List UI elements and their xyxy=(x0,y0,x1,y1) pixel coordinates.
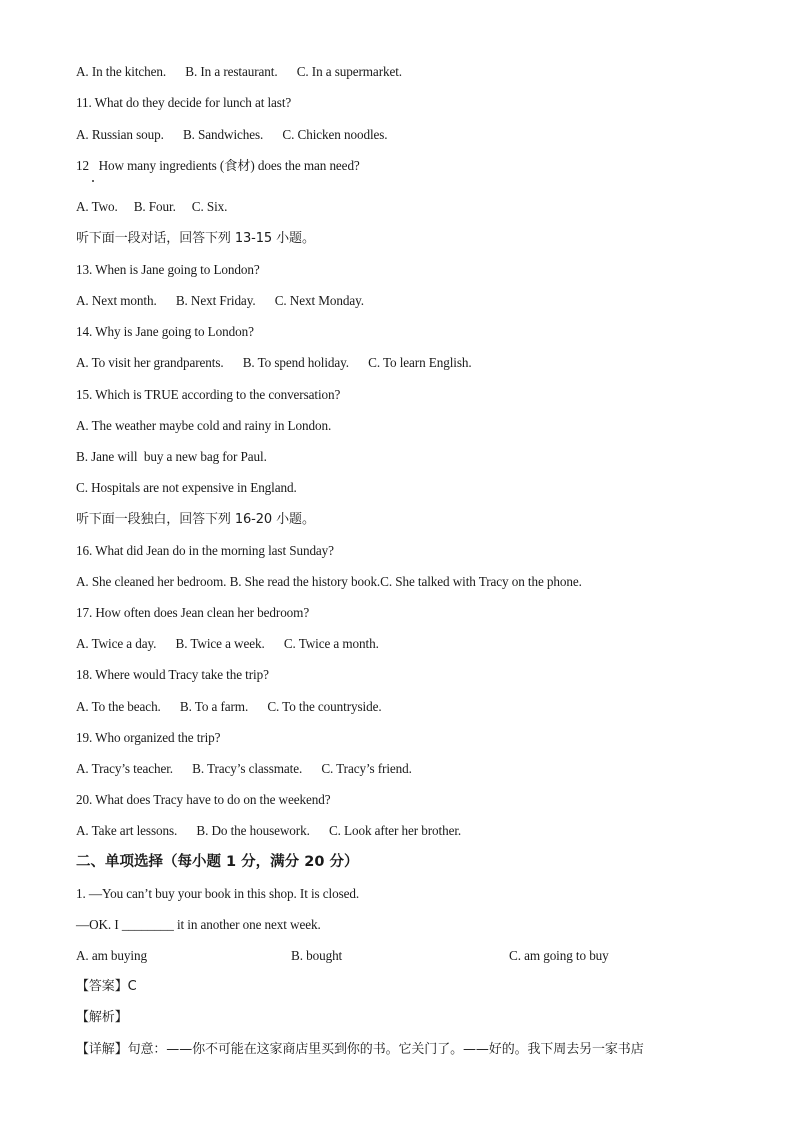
question-15: 15. Which is TRUE according to the conversation? xyxy=(76,387,341,402)
section-2-heading: 二、单项选择（每小题 1 分，满分 20 分） xyxy=(76,854,359,870)
question-20: 20. What does Tracy have to do on the weekend? xyxy=(76,792,331,807)
q14-options: A. To visit her grandparents. B. To spend holiday. C. To learn English. xyxy=(76,355,472,370)
q10-options: A. In the kitchen. B. In a restaurant. C. In a supermarket. xyxy=(76,64,402,79)
q18-options: A. To the beach. B. To a farm. C. To the countryside. xyxy=(76,699,382,714)
question-16: 16. What did Jean do in the morning last Sunday? xyxy=(76,543,334,558)
question-19: 19. Who organized the trip? xyxy=(76,730,221,745)
question-11: 11. What do they decide for lunch at last? xyxy=(76,95,292,110)
q15-option-b: B. Jane will buy a new bag for Paul. xyxy=(76,449,267,464)
question-17: 17. How often does Jean clean her bedroom? xyxy=(76,605,310,620)
question-13: 13. When is Jane going to London? xyxy=(76,262,260,277)
q15-option-a: A. The weather maybe cold and rainy in London. xyxy=(76,418,332,433)
s2-q1-option-a: A. am buying xyxy=(76,948,147,963)
answer-label: 【答案】C xyxy=(76,979,137,994)
q16-options: A. She cleaned her bedroom. B. She read the history book.C. She talked with Tracy on the phone. xyxy=(76,574,582,589)
s2-question-1-line-1: 1. —You can’t buy your book in this shop. It is closed. xyxy=(76,886,360,901)
s2-question-1-line-2: —OK. I ________ it in another one next week. xyxy=(76,917,321,932)
question-12: 12 How many ingredients (食材) does the man need? xyxy=(76,158,360,173)
stray-dot xyxy=(92,180,94,182)
section-instruction-16-20: 听下面一段独白，回答下列 16-20 小题。 xyxy=(76,512,315,527)
s2-q1-option-c: C. am going to buy xyxy=(509,948,609,963)
section-instruction-13-15: 听下面一段对话，回答下列 13-15 小题。 xyxy=(76,231,315,246)
q20-options: A. Take art lessons. B. Do the housework. C. Look after her brother. xyxy=(76,823,462,838)
q13-options: A. Next month. B. Next Friday. C. Next Monday. xyxy=(76,293,364,308)
q15-option-c: C. Hospitals are not expensive in England. xyxy=(76,480,297,495)
question-14: 14. Why is Jane going to London? xyxy=(76,324,254,339)
q19-options: A. Tracy’s teacher. B. Tracy’s classmate. C. Tracy’s friend. xyxy=(76,761,412,776)
q11-options: A. Russian soup. B. Sandwiches. C. Chicken noodles. xyxy=(76,127,388,142)
q17-options: A. Twice a day. B. Twice a week. C. Twice a month. xyxy=(76,636,379,651)
detail-explanation: 【详解】句意：——你不可能在这家商店里买到你的书。它关门了。——好的。我下周去另一家书店 xyxy=(76,1042,644,1057)
q12-options: A. Two. B. Four. C. Six. xyxy=(76,199,228,214)
question-18: 18. Where would Tracy take the trip? xyxy=(76,667,269,682)
s2-q1-option-b: B. bought xyxy=(291,948,343,963)
analysis-label: 【解析】 xyxy=(76,1010,128,1025)
